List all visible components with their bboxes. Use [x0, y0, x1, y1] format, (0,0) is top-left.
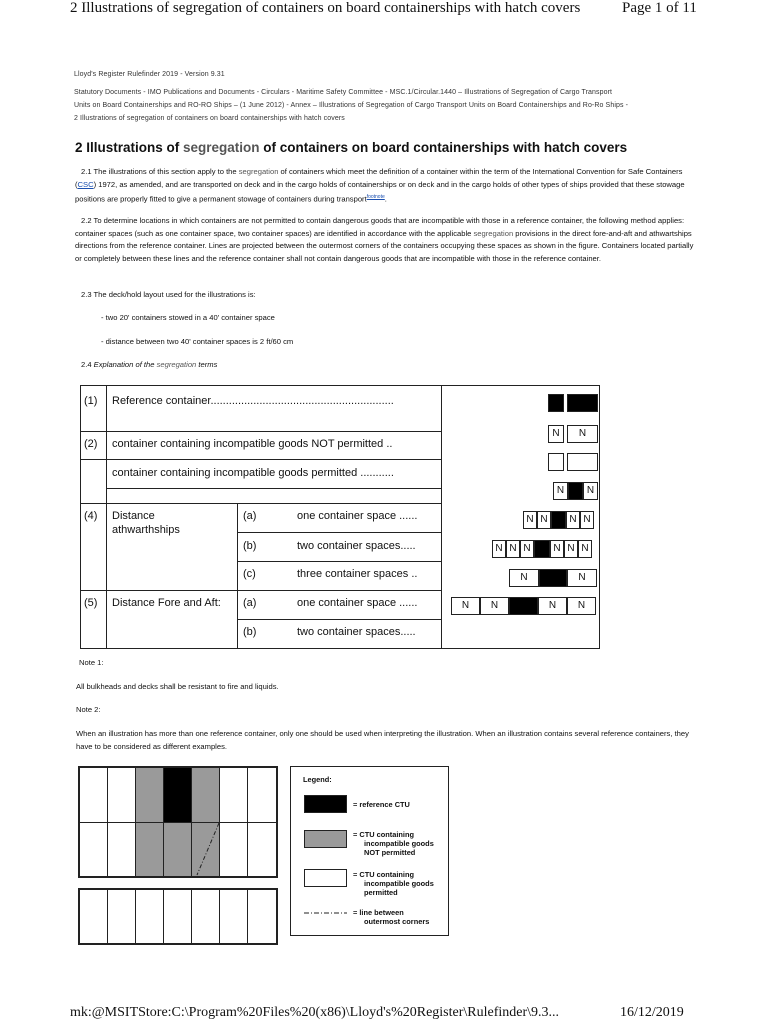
footnote-link[interactable]: footnote [366, 194, 385, 200]
reference-container-symbol [551, 511, 566, 529]
term-fore-aft-two: two container spaces..... [297, 626, 416, 638]
term-letter: (a) [243, 510, 257, 522]
paragraph-2-3: 2.3 The deck/hold layout used for the illustrations is: [81, 290, 256, 299]
reference-container-symbol [509, 597, 538, 615]
not-permitted-symbol: N [567, 425, 598, 443]
term-letter: (b) [243, 540, 257, 552]
permitted-symbol [567, 453, 598, 471]
version-line: Lloyd's Register Rulefinder 2019 - Version 9.31 [74, 71, 225, 78]
reference-container-symbol [548, 394, 564, 412]
not-permitted-symbol: N [506, 540, 520, 558]
legend-reference-label: = reference CTU [353, 800, 410, 809]
term-fore-aft-one: one container space ...... [297, 597, 418, 609]
stowage-diagram-upper [78, 766, 278, 878]
term-letter: (a) [243, 597, 257, 609]
layout-item-2: - distance between two 40' container spaces is 2 ft/60 cm [101, 337, 294, 346]
csc-link[interactable]: CSC [77, 179, 94, 189]
legend-permitted-swatch [304, 869, 347, 887]
not-permitted-symbol: N [580, 511, 594, 529]
term-fore-aft-label: Distance Fore and Aft: [112, 597, 221, 609]
term-athwartships-label: Distance [112, 510, 155, 522]
term-number: (4) [84, 510, 98, 522]
term-permitted: container containing incompatible goods permitted ........... [112, 467, 394, 479]
term-number: (1) [84, 395, 98, 407]
term-number: (5) [84, 597, 98, 609]
page-number: Page 1 of 11 [622, 0, 697, 16]
layout-item-1: - two 20' containers stowed in a 40' container space [101, 313, 275, 322]
footer-date: 16/12/2019 [620, 1005, 684, 1020]
footer-path: mk:@MSITStore:C:\Program%20Files%20(x86)\Lloyd's%20Register\Rulefinder\9.3... [70, 1005, 560, 1020]
not-permitted-symbol: N [564, 540, 578, 558]
term-athwart-one: one container space ...... [297, 510, 418, 522]
term-reference-container: Reference container............................................................ [112, 395, 394, 407]
not-permitted-symbol: N [523, 511, 537, 529]
note-1-label: Note 1: [79, 658, 104, 667]
print-header [0, 0, 768, 20]
not-permitted-symbol: N [567, 569, 597, 587]
note-1-text: All bulkheads and decks shall be resistant to fire and liquids. [76, 682, 279, 691]
diagram-legend: Legend: = reference CTU = CTU containing incompatible goods NOT permitted = CTU containing incompatible goods permitted = line between outermost corners [290, 766, 449, 936]
not-permitted-symbol: N [492, 540, 506, 558]
not-permitted-symbol: N [537, 511, 551, 529]
not-permitted-symbol: N [451, 597, 480, 615]
term-letter: (b) [243, 626, 257, 638]
term-not-permitted: container containing incompatible goods NOT permitted .. [112, 438, 393, 450]
paragraph-2-4: 2.4 Explanation of the segregation terms [81, 360, 218, 369]
reference-container-symbol [534, 540, 550, 558]
breadcrumb-line-1: Statutory Documents - IMO Publications and Documents - Circulars - Maritime Safety Committee - MSC.1/Circular.1440 – Illustrations of Segregation of Cargo Transport [74, 89, 613, 96]
breadcrumb-line-3: 2 Illustrations of segregation of containers on board containerships with hatch covers [74, 115, 345, 122]
not-permitted-symbol: N [548, 425, 564, 443]
term-athwartships-label: athwarthships [112, 524, 180, 536]
legend-line-swatch [304, 910, 347, 916]
not-permitted-symbol: N [566, 511, 580, 529]
not-permitted-symbol: N [553, 482, 568, 500]
paragraph-2-1: 2.1 The illustrations of this section apply to the segregation of containers which meet the definition of a container within the term of the International Convention for Safe Containers (CSC) 1972, as amended, and are transported on deck and in the cargo holds of containerships or on deck and in the cargo holds of other types of ships provided that these stowage positions are properly fitted to give a permanent stowage of containers during transport$^{footnote}$. [75, 167, 685, 204]
not-permitted-symbol: N [550, 540, 564, 558]
stowage-diagram-lower [78, 888, 278, 945]
legend-title: Legend: [303, 775, 332, 784]
not-permitted-symbol: N [538, 597, 567, 615]
reference-container-symbol [539, 569, 567, 587]
section-title: 2 Illustrations of segregation of containers on board containerships with hatch covers [75, 140, 628, 155]
not-permitted-symbol: N [520, 540, 534, 558]
note-2-text: When an illustration has more than one reference container, only one should be used when interpreting the illustration. When an illustration contains several reference containers, they have to be considered as different examples. [76, 729, 689, 751]
header-title: 2 Illustrations of segregation of containers on board containerships with hatch covers [70, 0, 581, 16]
reference-container-symbol [568, 482, 583, 500]
term-letter: (c) [243, 568, 256, 580]
not-permitted-symbol: N [567, 597, 596, 615]
not-permitted-symbol: N [583, 482, 598, 500]
segregation-terms-table [80, 385, 600, 649]
paragraph-2-2: 2.2 To determine locations in which containers are not permitted to contain dangerous goods that are incompatible with those in a reference container, the following method applies: container spaces (such as one container space, two container spaces) are identified in accordance with the applicable segregation provisions in the direct fore-and-aft and athwartships directions from the reference container. Lines are projected between the outermost corners of the containers occupying these spaces as shown in the figure. Containers located partially or completely between these lines and the reference container shall not contain dangerous goods that are incompatible with those in the reference container. [75, 216, 694, 263]
print-footer [0, 1005, 768, 1024]
reference-container-symbol [567, 394, 598, 412]
note-2-label: Note 2: [76, 705, 101, 714]
not-permitted-symbol: N [578, 540, 592, 558]
legend-not-permitted-swatch [304, 830, 347, 848]
not-permitted-symbol: N [480, 597, 509, 615]
outermost-corner-line [79, 767, 277, 877]
term-athwart-two: two container spaces..... [297, 540, 416, 552]
term-athwart-three: three container spaces .. [297, 568, 418, 580]
breadcrumb-line-2: Units on Board Containerships and RO-RO Ships – (1 June 2012) - Annex – Illustrations of Segregation of Cargo Transport Units on Board Containerships and Ro-Ro Ships - [74, 102, 629, 109]
legend-reference-swatch [304, 795, 347, 813]
not-permitted-symbol: N [509, 569, 539, 587]
term-number: (2) [84, 438, 98, 450]
permitted-symbol [548, 453, 564, 471]
